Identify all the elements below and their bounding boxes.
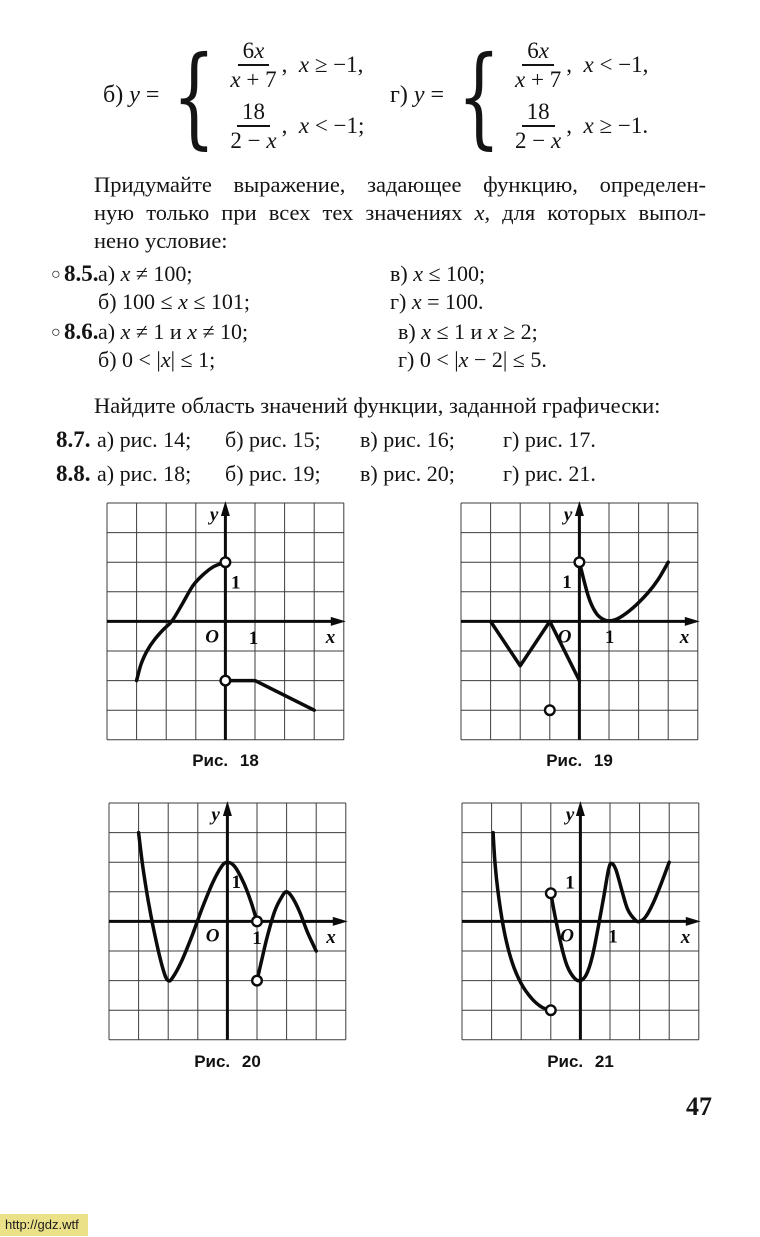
svg-text:1: 1 bbox=[565, 872, 575, 894]
difficulty-circle-icon: ○ bbox=[51, 266, 61, 283]
intro-line-3: нено условие: bbox=[94, 228, 228, 253]
svg-text:1: 1 bbox=[562, 571, 572, 593]
formula-g-row-2 bbox=[510, 99, 648, 153]
problem-88-item-g: г) рис. 21. bbox=[503, 461, 596, 486]
problem-85-number: 8.5. bbox=[64, 261, 99, 286]
problem-85-item-b: б) 100 ≤ x ≤ 101; bbox=[98, 289, 251, 314]
fraction bbox=[510, 99, 566, 153]
svg-text:O: O bbox=[557, 626, 572, 648]
figure-21-plot bbox=[462, 803, 699, 1040]
denominator: x + 7 bbox=[515, 67, 562, 92]
formula-g bbox=[390, 31, 649, 160]
curly-brace: { bbox=[457, 31, 501, 160]
numerator: 18 bbox=[522, 99, 555, 127]
problem-88-number: 8.8. bbox=[56, 461, 91, 486]
svg-text:x: x bbox=[679, 627, 690, 649]
denominator: 2 − x bbox=[230, 128, 277, 153]
page-number: 47 bbox=[686, 1092, 712, 1121]
denominator: 2 − x bbox=[515, 128, 562, 153]
svg-text:y: y bbox=[563, 504, 573, 526]
formula-g-row-1 bbox=[510, 38, 648, 92]
formula-b bbox=[103, 31, 365, 160]
intro-line-1: Придумайте выражение, задающее функцию, определен- bbox=[94, 172, 706, 197]
formula-b-rows bbox=[225, 38, 364, 153]
fraction bbox=[225, 38, 281, 92]
condition: , x < −1, bbox=[566, 52, 649, 77]
intro-line-2: ную только при всех тех значениях x, для которых выпол- bbox=[94, 200, 706, 225]
figure-18-plot bbox=[107, 503, 344, 740]
svg-text:1: 1 bbox=[231, 572, 241, 594]
difficulty-circle-icon: ○ bbox=[51, 324, 61, 341]
formula-b-row-1 bbox=[225, 38, 364, 92]
figure-21-caption: Рис. 21 bbox=[547, 1052, 614, 1071]
svg-text:x: x bbox=[680, 927, 691, 949]
figure-20-plot bbox=[109, 803, 346, 1040]
numerator: 18 bbox=[237, 99, 270, 127]
problem-87-item-a: а) рис. 14; bbox=[97, 427, 192, 452]
figure-18-caption: Рис. 18 bbox=[192, 751, 259, 770]
condition: , x ≥ −1, bbox=[281, 52, 364, 77]
svg-text:O: O bbox=[560, 925, 574, 947]
problem-87-number: 8.7. bbox=[56, 427, 91, 452]
problem-88-item-b: б) рис. 19; bbox=[225, 461, 321, 486]
condition: , x ≥ −1. bbox=[566, 113, 649, 138]
problem-87-item-v: в) рис. 16; bbox=[360, 427, 455, 452]
problem-88-item-a: а) рис. 18; bbox=[97, 461, 192, 486]
problem-86-number: 8.6. bbox=[64, 319, 99, 344]
problem-85-item-a: а) x ≠ 100; bbox=[98, 261, 193, 286]
figure-19-plot bbox=[461, 503, 698, 740]
curly-brace: { bbox=[172, 31, 217, 160]
condition: , x < −1; bbox=[281, 113, 365, 138]
numerator: 6x bbox=[238, 38, 270, 66]
denominator: x + 7 bbox=[230, 67, 277, 92]
svg-text:1: 1 bbox=[231, 871, 242, 893]
figure-20-caption: Рис. 20 bbox=[194, 1052, 261, 1071]
svg-text:1: 1 bbox=[608, 926, 618, 948]
svg-text:y: y bbox=[211, 804, 220, 826]
fraction bbox=[510, 38, 566, 92]
svg-text:x: x bbox=[325, 627, 336, 649]
problem-85-item-v: в) x ≤ 100; bbox=[390, 261, 486, 286]
fraction bbox=[225, 99, 281, 153]
problem-88-item-v: в) рис. 20; bbox=[360, 461, 455, 486]
svg-text:y: y bbox=[209, 504, 219, 526]
svg-text:1: 1 bbox=[252, 928, 262, 950]
formula-b-label: б) y = bbox=[103, 82, 166, 108]
svg-text:1: 1 bbox=[604, 627, 615, 649]
numerator: 6x bbox=[522, 38, 554, 66]
problem-86-item-b: б) 0 < |x| ≤ 1; bbox=[98, 347, 216, 372]
problem-87-item-b: б) рис. 15; bbox=[225, 427, 321, 452]
problem-86-item-g: г) 0 < |x − 2| ≤ 5. bbox=[398, 347, 547, 372]
formula-b-row-2 bbox=[225, 99, 364, 153]
problem-86-item-v: в) x ≤ 1 и x ≥ 2; bbox=[398, 319, 538, 344]
formula-g-label: г) y = bbox=[390, 82, 451, 108]
watermark: http://gdz.wtf bbox=[0, 1214, 88, 1236]
problem-86-item-a: а) x ≠ 1 и x ≠ 10; bbox=[98, 319, 249, 344]
problem-85-item-g: г) x = 100. bbox=[390, 289, 484, 314]
formula-g-rows bbox=[510, 38, 648, 153]
svg-text:1: 1 bbox=[248, 628, 259, 650]
svg-text:y: y bbox=[565, 804, 575, 826]
figure-19-caption: Рис. 19 bbox=[546, 751, 613, 770]
intro-paragraph bbox=[94, 171, 706, 255]
svg-text:O: O bbox=[205, 925, 220, 947]
problem-87-item-g: г) рис. 17. bbox=[503, 427, 596, 452]
range-intro: Найдите область значений функции, заданной графически: bbox=[94, 393, 661, 418]
svg-text:x: x bbox=[326, 927, 336, 949]
svg-text:O: O bbox=[205, 626, 219, 648]
